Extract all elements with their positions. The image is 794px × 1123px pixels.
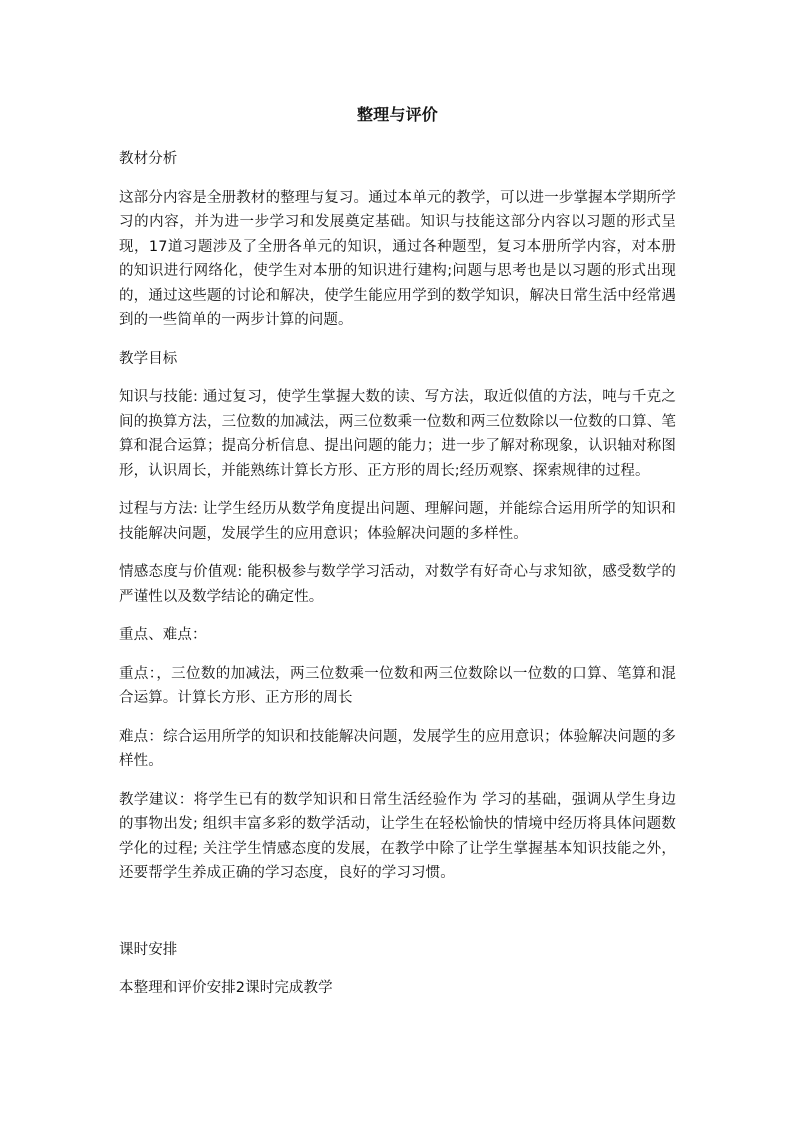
difficult-points-paragraph: 难点：综合运用所学的知识和技能解决问题，发展学生的应用意识；体验解决问题的多样性。 <box>119 728 676 769</box>
section-heading-materials-analysis: 教材分析 <box>119 151 178 167</box>
section-spacer <box>119 900 676 938</box>
key-difficult-points-label: 重点、难点： <box>119 627 207 643</box>
class-schedule-paragraph: 本整理和评价安排2课时完成教学 <box>119 980 333 996</box>
materials-analysis-paragraph: 这部分内容是全册教材的整理与复习。通过本单元的教学，可以进一步掌握本学期所学习的内容，并为进一步学习和发展奠定基础。知识与技能这部分内容以习题的形式呈现，17道习题涉及了全册各单元的知识，通过各种题型，复习本册所学内容，对本册的知识进行网络化，使学生对本册的知识进行建构;问题与思考也是以习题的形式出现的，通过这些题的讨论和解决，使学生能应用学到的数学知识，解决日常生活中经常遇到的一些简单的一两步计算的问题。 <box>119 189 676 328</box>
section-heading-teaching-goals: 教学目标 <box>119 350 178 367</box>
section-heading-class-schedule: 课时安排 <box>119 941 178 958</box>
process-method-paragraph: 过程与方法: 让学生经历从数学角度提出问题、理解问题，并能综合运用所学的知识和技能解决问题，发展学生的应用意识；体验解决问题的多样性。 <box>119 501 676 542</box>
key-points-paragraph: 重点：，三位数的加减法，两三位数乘一位数和两三位数除以一位数的口算、笔算和混合运算。计算长方形、正方形的周长 <box>119 665 676 706</box>
teaching-suggestions-paragraph: 教学建议：将学生已有的数学知识和日常生活经验作为 学习的基础，强调从学生身边的事物出发; 组织丰富多彩的数学活动，让学生在轻松愉快的情境中经历将具体问题数学化的过程; 关注学生情感态度的发展，在教学中除了让学生掌握基本知识技能之外，还要帮学生养成正确的学习态度，良好的学习习惯。 <box>119 791 676 881</box>
page-title: 整理与评价 <box>356 105 438 124</box>
knowledge-skills-paragraph: 知识与技能: 通过复习，使学生掌握大数的读、写方法，取近似值的方法，吨与千克之间的换算方法，三位数的加减法，两三位数乘一位数和两三位数除以一位数的口算、笔算和混合运算；提高分析信息、提出问题的能力；进一步了解对称现象，认识轴对称图形，认识周长，并能熟练计算长方形、正方形的周长;经历观察、探索规律的过程。 <box>119 389 676 479</box>
document-content <box>119 103 676 1015</box>
attitude-values-paragraph: 情感态度与价值观: 能积极参与数学学习活动，对数学有好奇心与求知欲，感受数学的严谨性以及数学结论的确定性。 <box>119 564 676 605</box>
